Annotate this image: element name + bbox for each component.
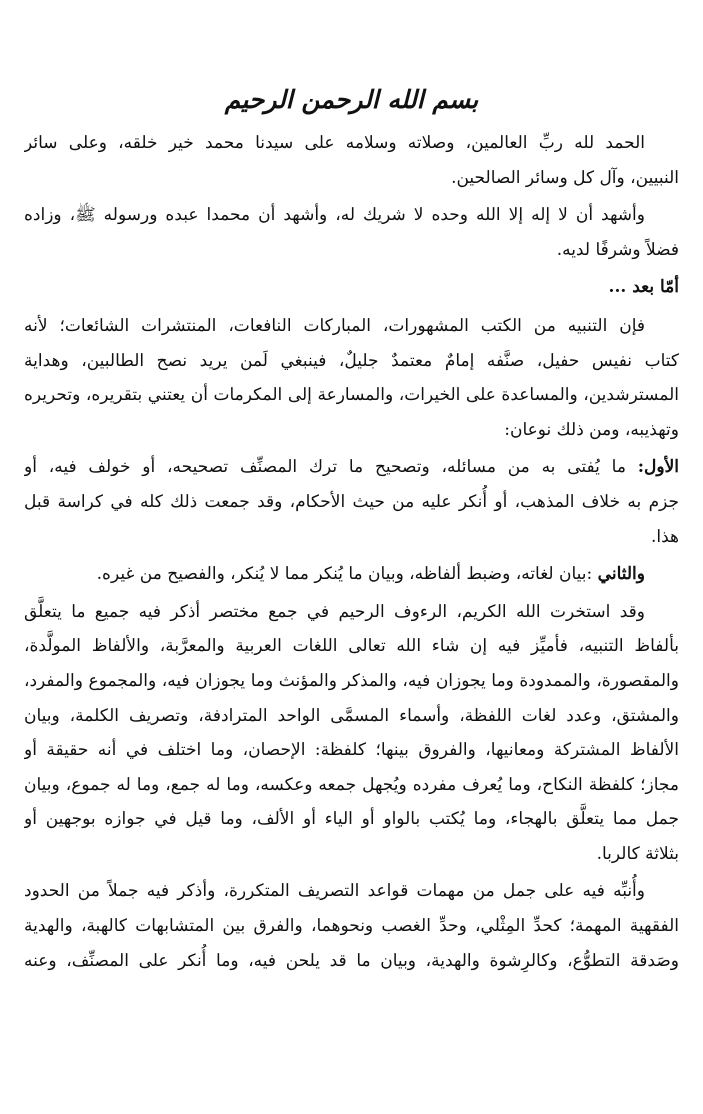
- paragraph-plan: [24, 595, 679, 872]
- text-line: والمقصورة، والممدودة وما يجوزان فيه، والمذكر والمؤنث وما يجوزان فيه، والمجموع والمفرد،: [24, 670, 679, 691]
- text-line: جمل مما يتعلَّق بالهجاء، وما يُكتب بالواو أو الياء أو الألف، وما قيل في جوازه بوجهين أو: [24, 809, 679, 830]
- first-type-label: الأول:: [637, 457, 679, 478]
- text-line: فضلاً وشرفًا لديه.: [556, 239, 679, 260]
- basmala-heading: بسم الله الرحمن الرحيم: [224, 85, 479, 114]
- text-line: بألفاظ التنبيه، فأميِّز فيه إن شاء الله تعالى اللغات العربية والمعرَّبة، والألفاظ المولَّدة،: [24, 636, 679, 657]
- text-line: مجاز؛ كلفظة النكاح، وما يُعرف مفرده ويُجهل جمعه وعكسه، وما له جمع، وما له جموع، وبيان: [24, 774, 679, 795]
- text-line: الألفاظ المشتركة ومعانيها، والفروق بينها؛ كلفظة: الإحصان، وما اختلف في أنه حقيقة أو: [24, 740, 679, 761]
- text-line: وتهذيبه، ومن ذلك نوعان:: [504, 419, 679, 440]
- text-line: بثلاثة كالربا.: [596, 843, 679, 864]
- first-type-text: ما يُفتى به من مسائله، وتصحيح ما ترك المصنِّف تصحيحه، أو خولف فيه، أو: [24, 457, 638, 478]
- text-line: وصَدقة التطوُّع، وكالرِشوة والهدية، وبيان ما قد يلحن فيه، وما أُنكر على المصنِّف، وعنه: [24, 950, 679, 971]
- paragraph-second-type: [24, 557, 679, 592]
- text-line: هذا.: [650, 526, 679, 547]
- text-line: [24, 450, 679, 485]
- amma-baad-heading: أمّا بعد ...: [608, 277, 679, 298]
- document-page: [24, 78, 679, 1114]
- paragraph-first-type: [24, 450, 679, 554]
- text-line: وأشهد أن لا إله إلا الله وحده لا شريك له، وأشهد أن محمدا عبده ورسوله ﷺ، وزاده: [24, 205, 645, 226]
- text-line: الفقهية المهمة؛ كحدِّ المِثْلي، وحدِّ الغصب ونحوهما، والفرق بين المتشابهات كالهبة، والهدية: [24, 916, 679, 937]
- text-line: [24, 557, 679, 592]
- text-line: وقد استخرت الله الكريم، الرءوف الرحيم في جمع مختصر أذكر فيه جميع ما يتعلَّق: [24, 601, 645, 622]
- text-line: كتاب نفيس حفيل، صنَّفه إمامٌ معتمدٌ جليلٌ، فينبغي لَمن يريد نصح الطالبين، وهداية: [24, 350, 679, 371]
- second-type-label: والثاني: [597, 564, 645, 585]
- text-line: وأُنبِّه فيه على جمل من مهمات قواعد التصريف المتكررة، وأذكر فيه جملاً من الحدود: [24, 881, 645, 902]
- paragraph-shahada: [24, 198, 679, 267]
- paragraph-intro: [24, 309, 679, 447]
- text-line: والمشتق، وعدد لغات اللفظة، وأسماء المسمَّى الواحد المترادفة، وتصريف الكلمة، وبيان: [24, 705, 679, 726]
- text-line: الحمد لله ربِّ العالمين، وصلاته وسلامه على سيدنا محمد خير خلقه، وعلى سائر: [24, 133, 645, 153]
- text-line: جزم به خلاف المذهب، أو أُنكر عليه من حيث الأحكام، وقد جمعت ذلك كله في كراسة قبل: [24, 491, 679, 512]
- paragraph-praise: [24, 126, 679, 195]
- text-line: النبيين، وآل كل وسائر الصالحين.: [451, 167, 679, 188]
- paragraph-notes: [24, 874, 679, 978]
- second-type-text: :بيان لغاته، وضبط ألفاظه، وبيان ما يُنكر مما لا يُنكر، والفصيح من غيره.: [96, 564, 598, 585]
- text-line: المسترشدين، والمساعدة على الخيرات، والمسارعة إلى المكرمات أن يعتني بتقريره، وتحريره: [24, 385, 679, 406]
- text-line: فإن التنبيه من الكتب المشهورات، المباركات النافعات، المنتشرات الشائعات؛ لأنه: [24, 315, 645, 336]
